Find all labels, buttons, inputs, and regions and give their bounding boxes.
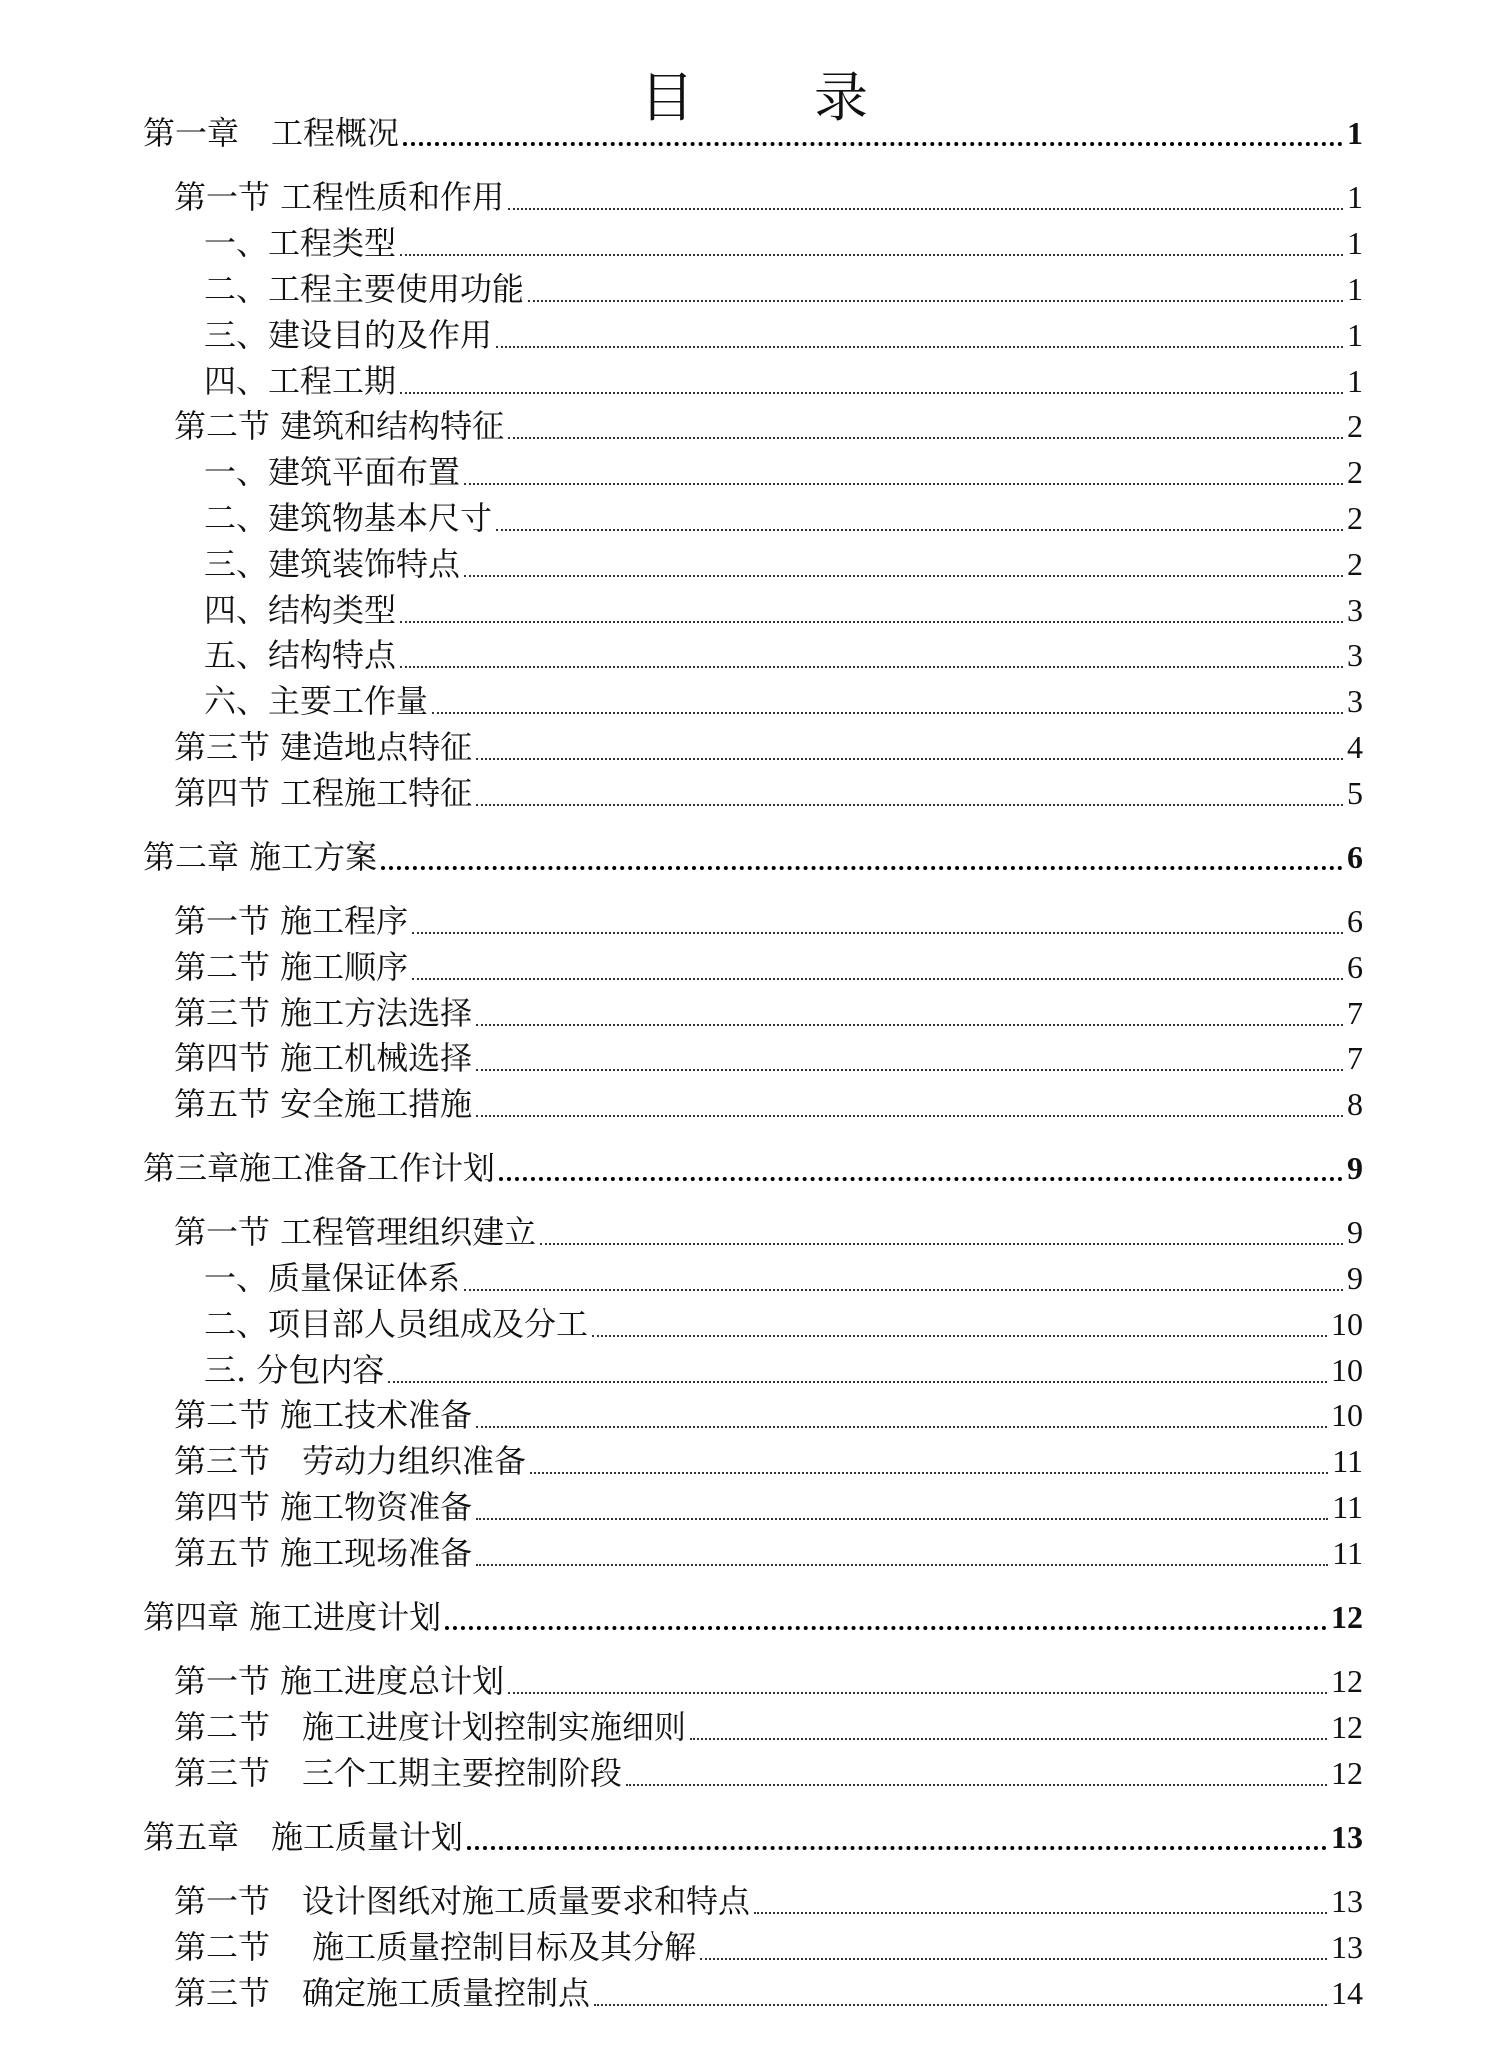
dot-leader [690, 1738, 1327, 1740]
toc-entry-page-number: 10 [1331, 1397, 1363, 1433]
toc-entry-label: 第一节 工程管理组织建立 [174, 1213, 537, 1251]
dot-leader [476, 1564, 1328, 1566]
toc-entry-section[interactable] [174, 899, 1363, 943]
toc-entry-page-number: 1 [1347, 225, 1363, 261]
toc-entry-section[interactable] [174, 1036, 1363, 1080]
toc-entry-page-number: 1 [1347, 317, 1363, 353]
toc-entry-label: 第一节 设计图纸对施工质量要求和特点 [174, 1882, 751, 1920]
toc-entry-chapter[interactable] [143, 1595, 1363, 1639]
toc-entry-label: 第一节 施工进度总计划 [174, 1662, 505, 1700]
toc-entry-label: 三. 分包内容 [204, 1351, 385, 1389]
toc-entry-chapter[interactable] [143, 1146, 1363, 1190]
toc-entry-section[interactable] [174, 1751, 1363, 1795]
toc-entry-page-number: 12 [1331, 1663, 1363, 1699]
toc-entry-sub[interactable] [204, 1348, 1363, 1392]
toc-entry-label: 二、工程主要使用功能 [204, 270, 525, 308]
toc-entry-section[interactable] [174, 725, 1363, 769]
dot-leader [754, 1912, 1327, 1914]
toc-entry-label: 三、建筑装饰特点 [204, 545, 461, 583]
toc-entry-chapter[interactable] [143, 111, 1363, 155]
toc-entry-label: 第三节 确定施工质量控制点 [174, 1974, 591, 2012]
toc-entry-label: 第五节 安全施工措施 [174, 1085, 473, 1123]
toc-entry-page-number: 12 [1331, 1709, 1363, 1745]
dot-leader [412, 932, 1343, 934]
toc-entry-page-number: 3 [1347, 592, 1363, 628]
toc-entry-page-number: 2 [1347, 546, 1363, 582]
toc-entry-section[interactable] [174, 175, 1363, 219]
title-char-1: 目 [640, 66, 694, 129]
toc-entry-label: 二、项目部人员组成及分工 [204, 1305, 589, 1343]
toc-entry-label: 第五章 施工质量计划 [143, 1818, 464, 1856]
toc-entry-page-number: 1 [1347, 179, 1363, 215]
toc-entry-label: 六、主要工作量 [204, 682, 429, 720]
dot-leader [496, 529, 1343, 531]
toc-entry-label: 第四章 施工进度计划 [143, 1598, 442, 1636]
toc-entry-label: 第四节 工程施工特征 [174, 774, 473, 812]
dot-leader [499, 1177, 1343, 1181]
toc-entry-page-number: 9 [1347, 1150, 1363, 1186]
toc-entry-section[interactable] [174, 991, 1363, 1035]
toc-entry-section[interactable] [174, 1210, 1363, 1254]
toc-entry-label: 第三节 三个工期主要控制阶段 [174, 1754, 623, 1792]
toc-entry-page-number: 8 [1347, 1086, 1363, 1122]
toc-entry-page-number: 2 [1347, 408, 1363, 444]
toc-entry-page-number: 11 [1332, 1443, 1363, 1479]
toc-entry-section[interactable] [174, 1393, 1363, 1437]
dot-leader [412, 978, 1343, 980]
toc-entry-section[interactable] [174, 1925, 1363, 1969]
toc-entry-sub[interactable] [204, 267, 1363, 311]
dot-leader [700, 1958, 1327, 1960]
toc-entry-section[interactable] [174, 404, 1363, 448]
toc-entry-label: 第四节 施工物资准备 [174, 1488, 473, 1526]
dot-leader [496, 346, 1343, 348]
toc-entry-sub[interactable] [204, 679, 1363, 723]
toc-entry-section[interactable] [174, 1485, 1363, 1529]
toc-entry-sub[interactable] [204, 588, 1363, 632]
toc-entry-page-number: 13 [1331, 1929, 1363, 1965]
toc-entry-section[interactable] [174, 945, 1363, 989]
toc-entry-label: 第四节 施工机械选择 [174, 1039, 473, 1077]
toc-entry-sub[interactable] [204, 221, 1363, 265]
toc-entry-label: 第三节 劳动力组织准备 [174, 1442, 527, 1480]
toc-entry-section[interactable] [174, 1082, 1363, 1126]
toc-entry-section[interactable] [174, 1705, 1363, 1749]
toc-entry-page-number: 14 [1331, 1975, 1363, 2011]
toc-entry-label: 第二节 施工进度计划控制实施细则 [174, 1708, 687, 1746]
toc-entry-section[interactable] [174, 1659, 1363, 1703]
dot-leader [403, 142, 1343, 146]
toc-entry-label: 第一章 工程概况 [143, 114, 400, 152]
toc-entry-sub[interactable] [204, 1302, 1363, 1346]
toc-entry-page-number: 9 [1347, 1214, 1363, 1250]
toc-entry-page-number: 13 [1331, 1883, 1363, 1919]
dot-leader [464, 575, 1343, 577]
dot-leader [540, 1243, 1343, 1245]
dot-leader [626, 1784, 1327, 1786]
toc-entry-section[interactable] [174, 1879, 1363, 1923]
dot-leader [476, 1069, 1343, 1071]
dot-leader [400, 666, 1343, 668]
dot-leader [464, 1289, 1343, 1291]
dot-leader [508, 1692, 1327, 1694]
dot-leader [467, 1846, 1327, 1850]
dot-leader [528, 300, 1343, 302]
toc-entry-sub[interactable] [204, 1256, 1363, 1300]
toc-entry-label: 二、建筑物基本尺寸 [204, 499, 493, 537]
toc-entry-page-number: 7 [1347, 1040, 1363, 1076]
toc-entry-page-number: 13 [1331, 1819, 1363, 1855]
dot-leader [508, 437, 1343, 439]
toc-entry-page-number: 1 [1347, 271, 1363, 307]
toc-entry-page-number: 6 [1347, 949, 1363, 985]
toc-entry-page-number: 2 [1347, 500, 1363, 536]
toc-entry-label: 第二节 建筑和结构特征 [174, 407, 505, 445]
dot-leader [508, 208, 1343, 210]
toc-entry-section[interactable] [174, 1439, 1363, 1483]
toc-entry-label: 第一节 施工程序 [174, 902, 409, 940]
toc-entry-page-number: 6 [1347, 903, 1363, 939]
dot-leader [592, 1335, 1327, 1337]
dot-leader [476, 804, 1343, 806]
dot-leader [400, 254, 1343, 256]
dot-leader [476, 1024, 1343, 1026]
toc-entry-label: 第三章施工准备工作计划 [143, 1149, 496, 1187]
toc-entry-label: 一、质量保证体系 [204, 1259, 461, 1297]
toc-entry-label: 一、工程类型 [204, 224, 397, 262]
toc-entry-page-number: 11 [1332, 1489, 1363, 1525]
dot-leader [594, 2004, 1327, 2006]
toc-entry-sub[interactable] [204, 359, 1363, 403]
toc-entry-label: 第五节 施工现场准备 [174, 1534, 473, 1572]
toc-entry-page-number: 5 [1347, 775, 1363, 811]
toc-entry-section[interactable] [174, 1971, 1363, 2015]
dot-leader [476, 1518, 1328, 1520]
toc-entry-page-number: 6 [1347, 839, 1363, 875]
toc-entry-label: 四、结构类型 [204, 591, 397, 629]
toc-entry-section[interactable] [174, 1531, 1363, 1575]
dot-leader [464, 483, 1343, 485]
toc-entry-sub[interactable] [204, 496, 1363, 540]
toc-entry-page-number: 2 [1347, 454, 1363, 490]
dot-leader [476, 1115, 1343, 1117]
toc-entry-page-number: 3 [1347, 637, 1363, 673]
dot-leader [476, 1426, 1327, 1428]
toc-entry-page-number: 4 [1347, 729, 1363, 765]
toc-entry-label: 第二章 施工方案 [143, 838, 378, 876]
toc-entry-label: 一、建筑平面布置 [204, 453, 461, 491]
toc-entry-label: 三、建设目的及作用 [204, 316, 493, 354]
toc-entry-label: 第三节 施工方法选择 [174, 994, 473, 1032]
toc-entry-label: 四、工程工期 [204, 362, 397, 400]
toc-entry-sub[interactable] [204, 450, 1363, 494]
toc-entry-label: 第二节 施工质量控制目标及其分解 [174, 1928, 697, 1966]
toc-entry-label: 第三节 建造地点特征 [174, 728, 473, 766]
toc-entry-sub[interactable] [204, 542, 1363, 586]
toc-entry-section[interactable] [174, 771, 1363, 815]
toc-entry-page-number: 11 [1332, 1535, 1363, 1571]
toc-entry-label: 五、结构特点 [204, 636, 397, 674]
toc-entry-label: 第二节 施工技术准备 [174, 1396, 473, 1434]
dot-leader [476, 758, 1343, 760]
toc-entry-page-number: 12 [1331, 1599, 1363, 1635]
toc-entry-sub[interactable] [204, 633, 1363, 677]
dot-leader [432, 712, 1343, 714]
dot-leader [388, 1381, 1327, 1383]
dot-leader [400, 621, 1343, 623]
toc-entry-page-number: 9 [1347, 1260, 1363, 1296]
dot-leader [445, 1626, 1327, 1630]
toc-entry-sub[interactable] [204, 313, 1363, 357]
toc-entry-page-number: 3 [1347, 683, 1363, 719]
toc-entry-page-number: 10 [1331, 1352, 1363, 1388]
toc-entry-page-number: 12 [1331, 1755, 1363, 1791]
title-char-2: 录 [814, 66, 868, 129]
toc-entry-page-number: 10 [1331, 1306, 1363, 1342]
toc-entry-label: 第一节 工程性质和作用 [174, 178, 505, 216]
toc-entry-page-number: 1 [1347, 115, 1363, 151]
dot-leader [530, 1472, 1328, 1474]
toc-entry-chapter[interactable] [143, 835, 1363, 879]
toc-entry-label: 第二节 施工顺序 [174, 948, 409, 986]
dot-leader [381, 866, 1343, 870]
toc-entry-page-number: 1 [1347, 363, 1363, 399]
toc-entry-page-number: 7 [1347, 995, 1363, 1031]
dot-leader [400, 392, 1343, 394]
toc-entry-chapter[interactable] [143, 1815, 1363, 1859]
